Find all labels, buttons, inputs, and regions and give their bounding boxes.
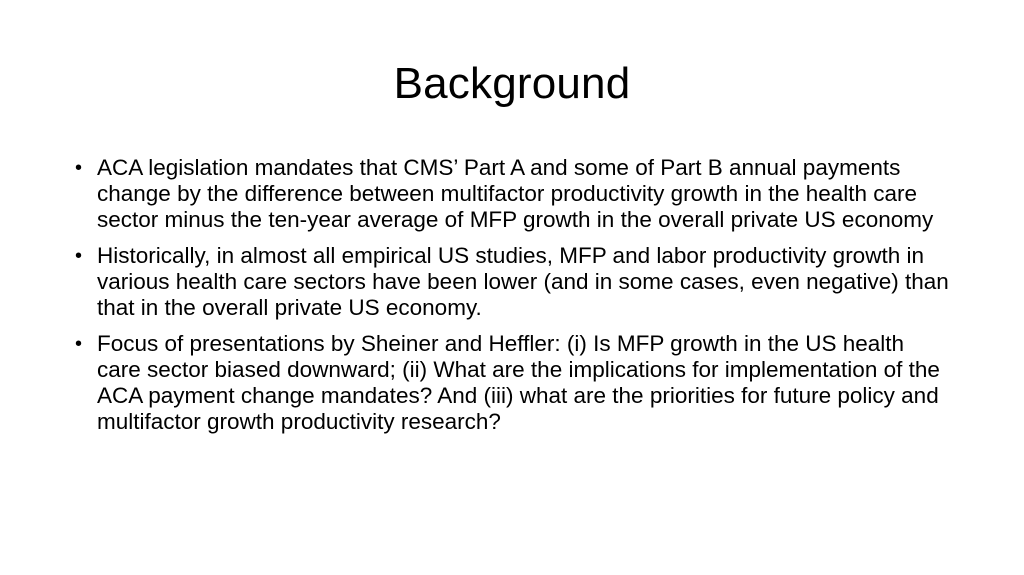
bullet-text: Historically, in almost all empirical US studies, MFP and labor productivity growth in various health care sectors have been lower (and in some cases, even negative) than that in the overall private US economy. — [97, 243, 949, 320]
bullet-item — [73, 331, 953, 435]
bullet-text: ACA legislation mandates that CMS’ Part A and some of Part B annual payments change by the difference between multifactor productivity growth in the health care sector minus the ten-year average of MFP growth in the overall private US economy — [97, 155, 934, 232]
bullet-marker: • — [75, 245, 83, 267]
bullet-marker: • — [75, 157, 83, 179]
bullet-list — [73, 155, 953, 445]
slide-title: Background — [393, 59, 631, 108]
bullet-item — [73, 243, 953, 321]
bullet-item — [73, 155, 953, 233]
bullet-text: Focus of presentations by Sheiner and Heffler: (i) Is MFP growth in the US health care sector biased downward; (ii) What are the implications for implementation of the ACA payment change mandates? And (iii) what are the priorities for future policy and multifactor growth productivity research? — [97, 331, 940, 434]
bullet-marker: • — [75, 333, 83, 355]
